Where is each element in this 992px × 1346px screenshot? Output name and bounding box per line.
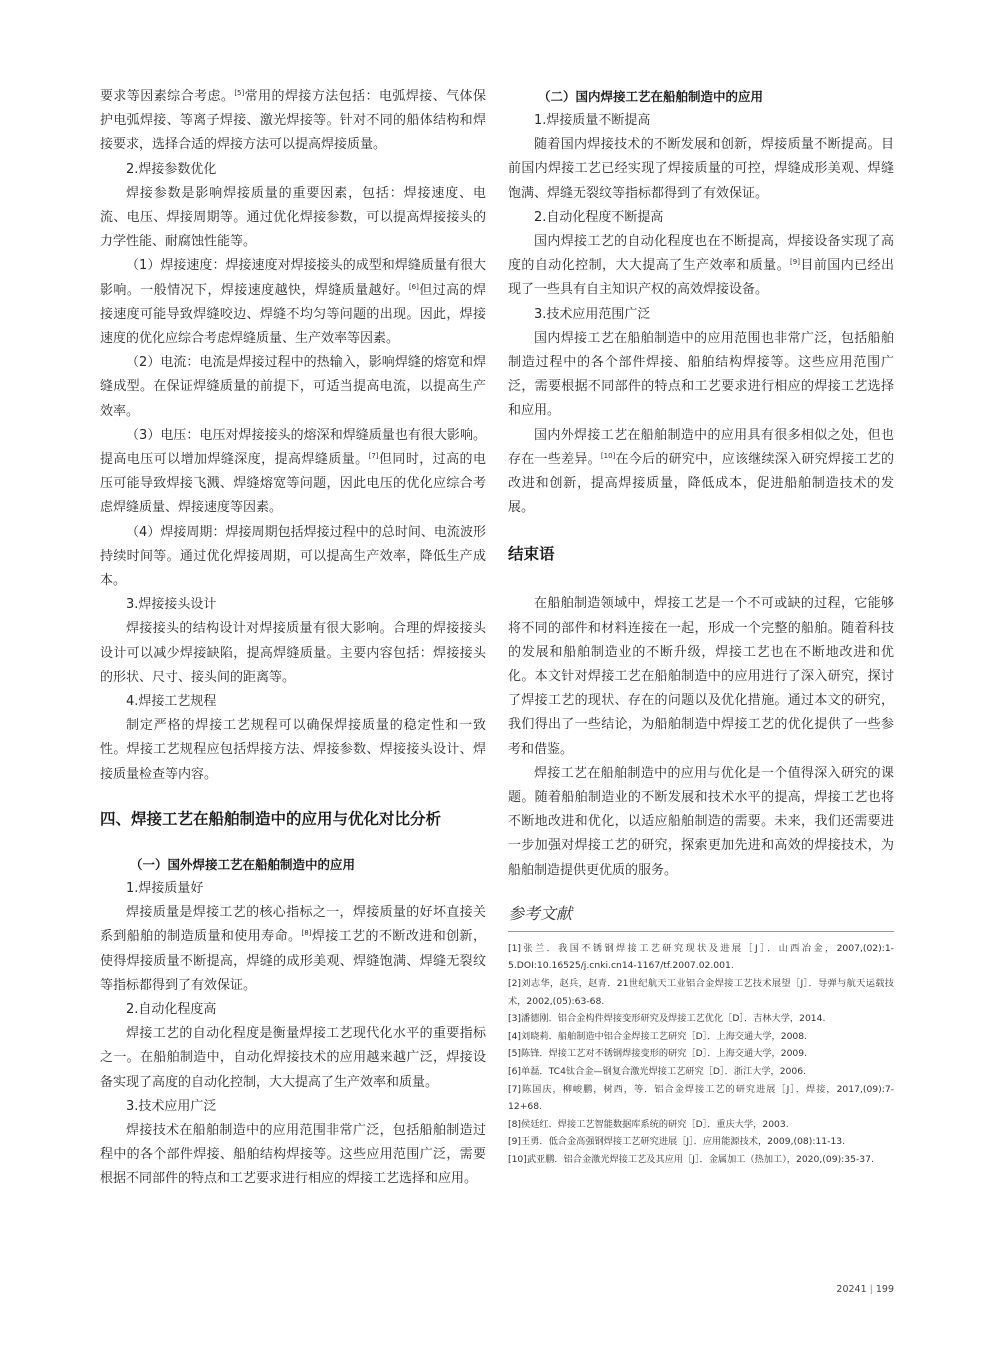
section-gap — [508, 566, 894, 592]
reference-entry: [7]陈国庆，柳峻鹏，树西，等．铝合金焊接工艺的研究进展［J］．焊接，2017,(09):7-12+68. — [508, 1083, 894, 1113]
body-paragraph — [100, 1119, 486, 1192]
citation-marker: [6] — [408, 282, 419, 291]
references-heading: 参考文献 — [508, 903, 573, 923]
reference-entry: [1]张兰．我国不锈钢焊接工艺研究现状及进展［J］．山西冶金，2007,(02):1-5.DOI:10.16525/j.cnki.cn14-1167/tf.2007.02.001. — [508, 942, 894, 972]
paragraph-text: 在今后的研究中，应该继续深入研究焊接工艺的改进和创新，提高焊接质量，降低成本，促进船舶制造技术的发展。 — [508, 451, 894, 516]
body-paragraph — [100, 1022, 486, 1095]
paragraph-text: 制定严格的焊接工艺规程可以确保焊接质量的稳定性和一致性。焊接工艺规程应包括焊接方法、焊接参数、焊接接头设计、焊接质量检查等内容。 — [100, 718, 486, 782]
body-paragraph — [100, 714, 486, 787]
citation-marker: [9] — [790, 258, 800, 267]
paragraph-text: （3）电压：电压对焊接接头的熔深和焊缝质量也有很大影响。提高电压可以增加焊缝深度，提高焊缝质量。 — [100, 427, 486, 468]
issue-number: 20241 — [836, 1284, 867, 1295]
section-heading: 结束语 — [508, 545, 555, 564]
body-paragraph — [100, 182, 486, 255]
citation-marker: [7] — [368, 452, 379, 461]
numbered-subheading: 1.焊接质量好 — [126, 880, 204, 896]
body-paragraph — [100, 521, 486, 594]
reference-entry: [3]潘德刚．铝合金构件焊接变形研究及焊接工艺优化［D］．吉林大学，2014. — [508, 1013, 826, 1025]
paragraph-text: 国内焊接工艺在船舶制造中的应用范围也非常广泛，包括船舶制造过程中的各个部件焊接、船舶结构焊接等。这些应用范围广泛，需要根据不同部件的特点和工艺要求进行相应的焊接工艺选择和应用。 — [508, 330, 894, 419]
paragraph-text: 常用的焊接方法包括：电弧焊接、气体保护电弧焊接、等离子焊接、激光焊接等。针对不同的船体结构和焊接要求，选择合适的焊接方法可以提高焊接质量。 — [100, 89, 486, 153]
subsection-heading: （二）国内焊接工艺在船舶制造中的应用 — [538, 89, 764, 104]
numbered-subheading: 3.技术应用范围广泛 — [534, 306, 651, 322]
body-paragraph — [508, 133, 894, 206]
citation-marker: [10] — [600, 451, 616, 460]
reference-entry: [5]陈锋．焊接工艺对不锈钢焊接变形的研究［D］．上海交通大学，2009. — [508, 1048, 808, 1060]
body-paragraph — [508, 762, 894, 883]
numbered-subheading: 4.焊接工艺规程 — [126, 694, 217, 710]
subsection-heading: （一）国外焊接工艺在船舶制造中的应用 — [130, 856, 356, 872]
paragraph-text: 焊接工艺的自动化程度是衡量焊接工艺现代化水平的重要指标之一。在船舶制造中，自动化焊接技术的应用越来越广泛，焊接设备实现了高度的自动化控制，大大提高了生产效率和质量。 — [100, 1026, 486, 1090]
paragraph-text: 目前国内已经出现了一些具有自主知识产权的高效焊接设备。 — [508, 258, 894, 298]
references-rule — [508, 931, 894, 932]
paragraph-text: 要求等因素综合考虑。 — [100, 89, 235, 104]
reference-entry: [9]王勇．低合金高强钢焊接工艺研究进展［J］．应用能源技术，2009,(08):11-13. — [508, 1136, 846, 1148]
page-number: 199 — [875, 1284, 894, 1295]
reference-entry: [2]刘志华，赵兵，赵青．21世纪航天工业铝合金焊接工艺技术展望［J］．导弹与航天运载技术，2002,(05):63-68. — [508, 978, 894, 1007]
paragraph-text: 焊接接头的结构设计对焊接质量有很大影响。合理的焊接接头设计可以减少焊接缺陷，提高焊缝质量。主要内容包括：焊接接头的形状、尺寸、接头间的距离等。 — [100, 621, 486, 685]
body-paragraph — [508, 230, 894, 303]
body-paragraph — [508, 424, 894, 521]
paragraph-text: 焊接工艺在船舶制造中的应用与优化是一个值得深入研究的课题。随着船舶制造业的不断发展和技术水平的提高，焊接工艺也将不断地改进和优化，以适应船舶制造的需要。未来，我们还需要进一步加强对焊接工艺的研究，探索更加先进和高效的焊接技术，为船舶制造提供更优质的服务。 — [508, 765, 894, 878]
paragraph-text: 焊接技术在船舶制造中的应用范围非常广泛，包括船舶制造过程中的各个部件焊接、船舶结构焊接等。这些应用范围广泛，需要根据不同部件的特点和工艺要求进行相应的焊接工艺选择和应用。 — [100, 1122, 486, 1187]
numbered-subheading: 2.焊接参数优化 — [126, 161, 217, 177]
numbered-subheading: 2.自动化程度高 — [126, 1001, 217, 1017]
body-paragraph — [100, 85, 486, 158]
numbered-subheading: 3.技术应用广泛 — [126, 1098, 217, 1114]
paragraph-text: 国内焊接工艺的自动化程度也在不断提高，焊接设备实现了高度的自动化控制，大大提高了生产效率和质量。 — [508, 234, 894, 274]
paragraph-text: 焊接工艺的不断改进和创新，使得焊接质量不断提高，焊缝的成形美观、焊缝饱满、焊缝无裂纹等指标都得到了有效保证。 — [100, 929, 486, 993]
numbered-subheading: 3.焊接接头设计 — [126, 597, 217, 613]
reference-entry: [10]武亚鹏．铝合金激光焊接工艺及其应用［J］．金属加工（热加工），2020,(09):35-37. — [508, 1154, 874, 1166]
section-gap — [100, 787, 486, 807]
section-gap — [100, 831, 486, 853]
paragraph-text: 但过高的焊接速度可能导致焊缝咬边、焊缝不均匀等问题的出现。因此，焊接速度的优化应综合考虑焊缝质量、生产效率等因素。 — [100, 282, 486, 347]
body-paragraph — [100, 617, 486, 690]
references-list — [508, 940, 894, 1169]
page-folio — [836, 1284, 894, 1295]
folio-divider: | — [869, 1284, 873, 1295]
reference-entry: [6]单磊．TC4钛合金—钢复合激光焊接工艺研究［D］．浙江大学，2006. — [508, 1066, 806, 1078]
citation-marker: [8] — [301, 929, 312, 938]
body-paragraph — [508, 327, 894, 424]
paragraph-text: 但同时，过高的电压可能导致焊接飞溅、焊缝熔宽等问题，因此电压的优化应综合考虑焊缝质量、焊接速度等因素。 — [100, 452, 486, 516]
section-gap — [508, 883, 894, 903]
numbered-subheading: 2.自动化程度不断提高 — [534, 209, 664, 225]
paragraph-text: 在船舶制造领域中，焊接工艺是一个不可或缺的过程，它能够将不同的部件和材料连接在一起，形成一个完整的船舶。随着科技的发展和船舶制造业的不断升级，焊接工艺也在不断地改进和优化。本文针对焊接工艺在船舶制造中的应用进行了深入研究，探讨了焊接工艺的现状、存在的问题以及优化措施。通过本文的研究，我们得出了一些结论，为船舶制造中焊接工艺的优化提供了一些参考和借鉴。 — [508, 596, 894, 757]
section-gap — [508, 520, 894, 542]
paragraph-text: 随着国内焊接技术的不断发展和创新，焊接质量不断提高。目前国内焊接工艺已经实现了焊接质量的可控，焊缝成形美观、焊缝饱满、焊缝无裂纹等指标都得到了有效保证。 — [508, 137, 894, 201]
body-paragraph — [508, 592, 894, 761]
right-column — [508, 85, 894, 1169]
citation-marker: [5] — [234, 89, 245, 97]
paragraph-text: （4）焊接周期：焊接周期包括焊接过程中的总时间、电流波形持续时间等。通过优化焊接周期，可以提高生产效率，降低生产成本。 — [100, 524, 486, 589]
paragraph-text: 国内外焊接工艺在船舶制造中的应用具有很多相似之处，但也存在一些差异。 — [508, 427, 894, 467]
paragraph-text: （1）焊接速度：焊接速度对焊接接头的成型和焊缝质量有很大影响。一般情况下，焊接速度越快，焊缝质量越好。 — [100, 258, 486, 298]
body-paragraph — [100, 901, 486, 998]
paragraph-text: （2）电流：电流是焊接过程中的热输入，影响焊缝的熔宽和焊缝成型。在保证焊缝质量的前提下，可适当提高电流，以提高生产效率。 — [100, 355, 486, 419]
paragraph-text: 焊接质量是焊接工艺的核心指标之一，焊接质量的好坏直接关系到船舶的制造质量和使用寿命。 — [100, 905, 486, 945]
numbered-subheading: 1.焊接质量不断提高 — [534, 113, 651, 128]
body-paragraph — [100, 424, 486, 521]
reference-entry: [8]侯廷红．焊接工艺智能数据库系统的研究［D］．重庆大学，2003. — [508, 1118, 789, 1130]
left-column — [100, 85, 486, 1192]
body-paragraph — [100, 254, 486, 351]
body-paragraph — [100, 351, 486, 424]
section-heading: 四、焊接工艺在船舶制造中的应用与优化对比分析 — [100, 809, 442, 828]
reference-entry: [4]刘晓莉．船舶制造中铝合金焊接工艺研究［D］．上海交通大学，2008. — [508, 1030, 808, 1042]
paragraph-text: 焊接参数是影响焊接质量的重要因素，包括：焊接速度、电流、电压、焊接周期等。通过优化焊接参数，可以提高焊接接头的力学性能、耐腐蚀性能等。 — [100, 185, 486, 250]
